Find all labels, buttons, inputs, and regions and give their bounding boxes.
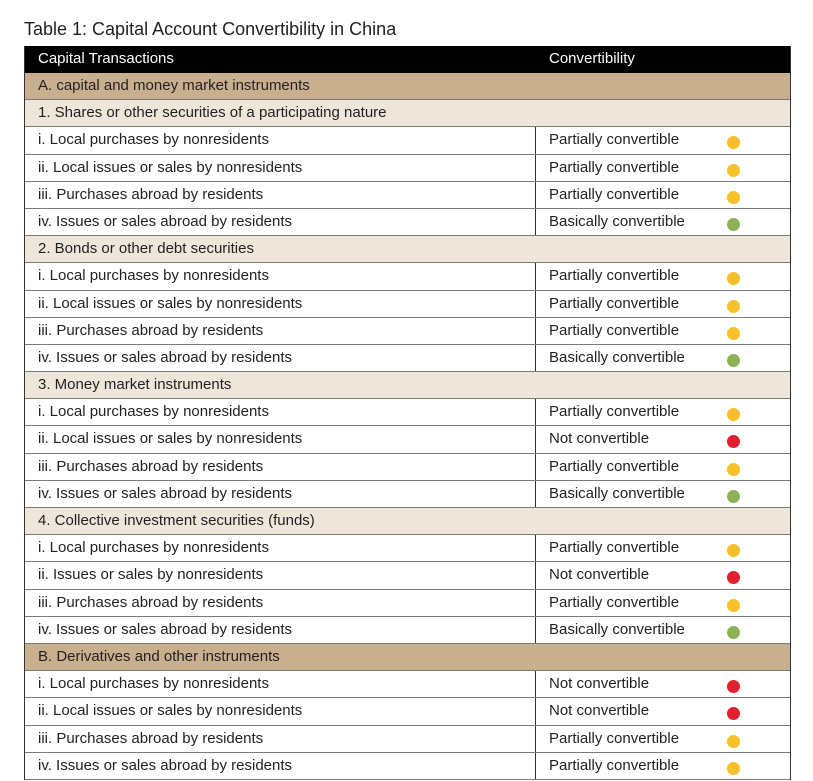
group-label: 2. Bonds or other debt securities bbox=[38, 240, 254, 258]
table-row bbox=[25, 481, 790, 508]
convertibility-status: Partially convertible bbox=[549, 457, 680, 475]
table-row bbox=[25, 127, 790, 154]
convertibility-status: Not convertible bbox=[549, 566, 650, 584]
transaction-label: iv. Issues or sales abroad by residents bbox=[25, 345, 536, 371]
group-label: 1. Shares or other securities of a participating nature bbox=[38, 104, 387, 122]
green-status-dot-icon bbox=[727, 626, 740, 639]
table-row bbox=[25, 426, 790, 453]
yellow-status-dot-icon bbox=[727, 735, 740, 748]
green-status-dot-icon bbox=[727, 218, 740, 231]
group-label: 3. Money market instruments bbox=[38, 376, 232, 394]
transaction-label: ii. Local issues or sales by nonresidents bbox=[25, 291, 536, 317]
group-row bbox=[25, 100, 790, 127]
yellow-status-dot-icon bbox=[727, 300, 740, 313]
yellow-status-dot-icon bbox=[727, 762, 740, 775]
yellow-status-dot-icon bbox=[727, 327, 740, 340]
table-row bbox=[25, 291, 790, 318]
yellow-status-dot-icon bbox=[727, 599, 740, 612]
transaction-label: iv. Issues or sales abroad by residents bbox=[25, 617, 536, 643]
transaction-label: iii. Purchases abroad by residents bbox=[25, 590, 536, 616]
convertibility-status: Not convertible bbox=[549, 675, 650, 693]
table-row bbox=[25, 209, 790, 236]
table-row bbox=[25, 182, 790, 209]
transaction-label: iii. Purchases abroad by residents bbox=[25, 454, 536, 480]
yellow-status-dot-icon bbox=[727, 164, 740, 177]
transaction-label: ii. Local issues or sales by nonresidents bbox=[25, 698, 536, 724]
group-row bbox=[25, 508, 790, 535]
table-row bbox=[25, 399, 790, 426]
transaction-label: iv. Issues or sales abroad by residents bbox=[25, 481, 536, 507]
table-row bbox=[25, 562, 790, 589]
convertibility-status: Partially convertible bbox=[549, 756, 680, 774]
convertibility-status: Not convertible bbox=[549, 702, 650, 720]
convertibility-status: Partially convertible bbox=[549, 321, 680, 339]
yellow-status-dot-icon bbox=[727, 191, 740, 204]
transaction-label: iii. Purchases abroad by residents bbox=[25, 318, 536, 344]
convertibility-status: Partially convertible bbox=[549, 539, 680, 557]
table-row bbox=[25, 155, 790, 182]
transaction-label: ii. Issues or sales by nonresidents bbox=[25, 562, 536, 588]
table-header-row bbox=[25, 46, 790, 73]
group-label: 4. Collective investment securities (funds) bbox=[38, 512, 315, 529]
column-header-convertibility: Convertibility bbox=[549, 50, 635, 67]
table-row bbox=[25, 318, 790, 345]
convertibility-status: Partially convertible bbox=[549, 267, 680, 285]
convertibility-status: Basically convertible bbox=[549, 212, 685, 230]
convertibility-status: Partially convertible bbox=[549, 131, 680, 149]
table-row bbox=[25, 698, 790, 725]
convertibility-status: Basically convertible bbox=[549, 620, 685, 638]
transaction-label: ii. Local issues or sales by nonresidents bbox=[25, 426, 536, 452]
transaction-label: iii. Purchases abroad by residents bbox=[25, 726, 536, 752]
group-row bbox=[25, 236, 790, 263]
group-row bbox=[25, 372, 790, 399]
convertibility-status: Basically convertible bbox=[549, 348, 685, 366]
table-row bbox=[25, 617, 790, 644]
convertibility-table bbox=[24, 46, 791, 780]
table-row bbox=[25, 590, 790, 617]
section-label: A. capital and money market instruments bbox=[38, 77, 310, 94]
table-title: Table 1: Capital Account Convertibility in China bbox=[24, 19, 397, 39]
green-status-dot-icon bbox=[727, 490, 740, 503]
column-header-transactions: Capital Transactions bbox=[38, 50, 174, 67]
convertibility-status: Basically convertible bbox=[549, 484, 685, 502]
transaction-label: i. Local purchases by nonresidents bbox=[25, 399, 536, 425]
transaction-label: i. Local purchases by nonresidents bbox=[25, 671, 536, 697]
table-row bbox=[25, 726, 790, 753]
green-status-dot-icon bbox=[727, 354, 740, 367]
transaction-label: i. Local purchases by nonresidents bbox=[25, 127, 536, 153]
table-row bbox=[25, 454, 790, 481]
convertibility-status: Partially convertible bbox=[549, 593, 680, 611]
transaction-label: ii. Local issues or sales by nonresidents bbox=[25, 155, 536, 181]
convertibility-status: Partially convertible bbox=[549, 403, 680, 421]
transaction-label: iv. Issues or sales abroad by residents bbox=[25, 209, 536, 235]
transaction-label: iii. Purchases abroad by residents bbox=[25, 182, 536, 208]
transaction-label: iv. Issues or sales abroad by residents bbox=[25, 753, 536, 779]
convertibility-status: Not convertible bbox=[549, 430, 650, 448]
convertibility-status: Partially convertible bbox=[549, 185, 680, 203]
table-row bbox=[25, 345, 790, 372]
convertibility-status: Partially convertible bbox=[549, 729, 680, 747]
table-row bbox=[25, 535, 790, 562]
yellow-status-dot-icon bbox=[727, 463, 740, 476]
convertibility-status: Partially convertible bbox=[549, 158, 680, 176]
table-row bbox=[25, 753, 790, 780]
convertibility-status: Partially convertible bbox=[549, 294, 680, 312]
table-row bbox=[25, 671, 790, 698]
section-row bbox=[25, 73, 790, 100]
section-row bbox=[25, 644, 790, 671]
section-label: B. Derivatives and other instruments bbox=[38, 647, 280, 665]
transaction-label: i. Local purchases by nonresidents bbox=[25, 263, 536, 289]
table-row bbox=[25, 263, 790, 290]
transaction-label: i. Local purchases by nonresidents bbox=[25, 535, 536, 561]
